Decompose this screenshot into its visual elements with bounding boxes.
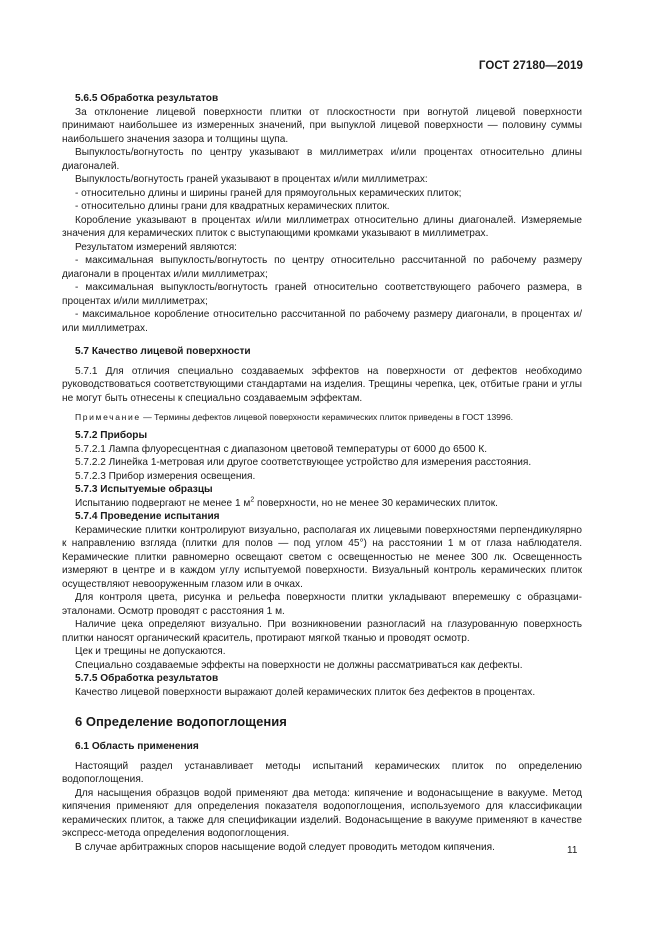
- paragraph: Для насыщения образцов водой применяют два метода: кипячение и водонасыщение в вакууме. Метод кипячения применяют для определения показателя водопоглощения, используемого для классификации керамических плиток, а также для спецификации изделий. Водонасыщение в вакууме применяют в качестве экспресс-метода определения водопоглощения.: [62, 787, 582, 839]
- list-item: - относительно длины грани для квадратных керамических плиток.: [75, 201, 390, 212]
- paragraph: Наличие цека определяют визуально. При возникновении разногласий на глазурованную поверхность плитки наносят органический краситель, протирают мягкой тканью и проводят осмотр.: [62, 619, 582, 644]
- section-5-7-title: 5.7 Качество лицевой поверхности: [75, 346, 251, 357]
- note-label: Примечание: [75, 412, 141, 422]
- paragraph: Результатом измерений являются:: [75, 241, 237, 253]
- paragraph: Настоящий раздел устанавливает методы испытаний керамических плиток по определению водопоглощения.: [62, 760, 582, 785]
- paragraph: Коробление указывают в процентах и/или миллиметрах относительно длины диагоналей. Измеряемые значения для керамических плиток с выступающими кромками указывают в миллиметрах.: [62, 214, 582, 239]
- paragraph: Выпуклость/вогнутость граней указывают в процентах и/или миллиметрах:: [75, 174, 428, 185]
- page-number: 11: [567, 845, 578, 856]
- paragraph: Для контроля цвета, рисунка и рельефа поверхности плитки укладывают вперемешку с образцами-эталонами. Осмотр проводят с расстояния 1 м.: [62, 592, 582, 617]
- list-item: - относительно длины и ширины граней для прямоугольных керамических плиток;: [75, 187, 462, 199]
- paragraph: 5.7.1 Для отличия специально создаваемых эффектов на поверхности от дефектов необходимо руководствоваться соответствующими стандартами на изделия. Трещины черепка, цек, отбитые грани и углы не могут быть отнесены к специально создаваемым эффектам.: [62, 365, 582, 404]
- section-5-7-2-title: 5.7.2 Приборы: [75, 430, 148, 441]
- section-6-title: 6 Определение водопоглощения: [75, 714, 287, 729]
- paragraph: 5.7.2.1 Лампа флуоресцентная с диапазоном цветовой температуры от 6000 до 6500 К.: [75, 443, 488, 455]
- section-6-1-title: 6.1 Область применения: [75, 741, 199, 752]
- list-item: - максимальная выпуклость/вогнутость по центру относительно рассчитанной по рабочему размеру диагонали в процентах и/или миллиметрах;: [62, 255, 582, 280]
- section-5-7-3-title: 5.7.3 Испытуемые образцы: [75, 484, 213, 495]
- section-5-7-5-title: 5.7.5 Обработка результатов: [75, 673, 219, 684]
- page-content: [62, 92, 582, 854]
- paragraph: Цек и трещины не допускаются.: [75, 646, 226, 657]
- paragraph: Качество лицевой поверхности выражают долей керамических плиток без дефектов в процентах.: [75, 686, 536, 698]
- list-item: - максимальная выпуклость/вогнутость граней относительно соответствующего рабочего размера, в процентах и/или миллиметрах;: [62, 282, 582, 307]
- note: [62, 411, 582, 423]
- text-part: Испытанию подвергают не менее 1 м: [75, 497, 251, 509]
- section-5-6-5-title: 5.6.5 Обработка результатов: [75, 93, 219, 104]
- section-5-7-4-title: 5.7.4 Проведение испытания: [75, 511, 220, 522]
- paragraph: [62, 497, 582, 511]
- text-part: поверхности, но не менее 30 керамических плиток.: [254, 497, 498, 509]
- paragraph: За отклонение лицевой поверхности плитки от плоскостности при вогнутой лицевой поверхности принимают наибольшее из измеренных значений, при выпуклой лицевой поверхности — половину суммы наибольшего значения зазора и толщины щупа.: [62, 106, 582, 145]
- paragraph: Керамические плитки контролируют визуально, располагая их лицевыми поверхностями перпендикулярно к направлению взгляда (плитки для полов — под углом 45°) на расстоянии 1 м от глаза наблюдателя. Керамические плитки равномерно освещают светом с освещенностью не менее 300 лк. Освещенность измеряют в центре и в каждом углу испытуемой поверхности. Визуальный контроль керамических плиток осуществляют невооруженным глазом или в очках.: [62, 524, 582, 590]
- note-text: — Термины дефектов лицевой поверхности керамических плиток приведены в ГОСТ 13996.: [140, 412, 513, 422]
- paragraph: 5.7.2.3 Прибор измерения освещения.: [75, 470, 256, 482]
- paragraph: Выпуклость/вогнутость по центру указывают в миллиметрах и/или процентах относительно длины диагоналей.: [62, 147, 582, 172]
- paragraph: В случае арбитражных споров насыщение водой следует проводить методом кипячения.: [75, 841, 495, 853]
- list-item: - максимальное коробление относительно рассчитанной по рабочему размеру диагонали, в процентах и/или миллиметрах.: [62, 309, 582, 334]
- paragraph: 5.7.2.2 Линейка 1-метровая или другое соответствующее устройство для измерения расстояния.: [75, 457, 532, 468]
- paragraph: Специально создаваемые эффекты на поверхности не должны рассматриваться как дефекты.: [75, 659, 523, 671]
- document-id: ГОСТ 27180—2019: [478, 60, 583, 72]
- superscript: 2: [250, 496, 255, 504]
